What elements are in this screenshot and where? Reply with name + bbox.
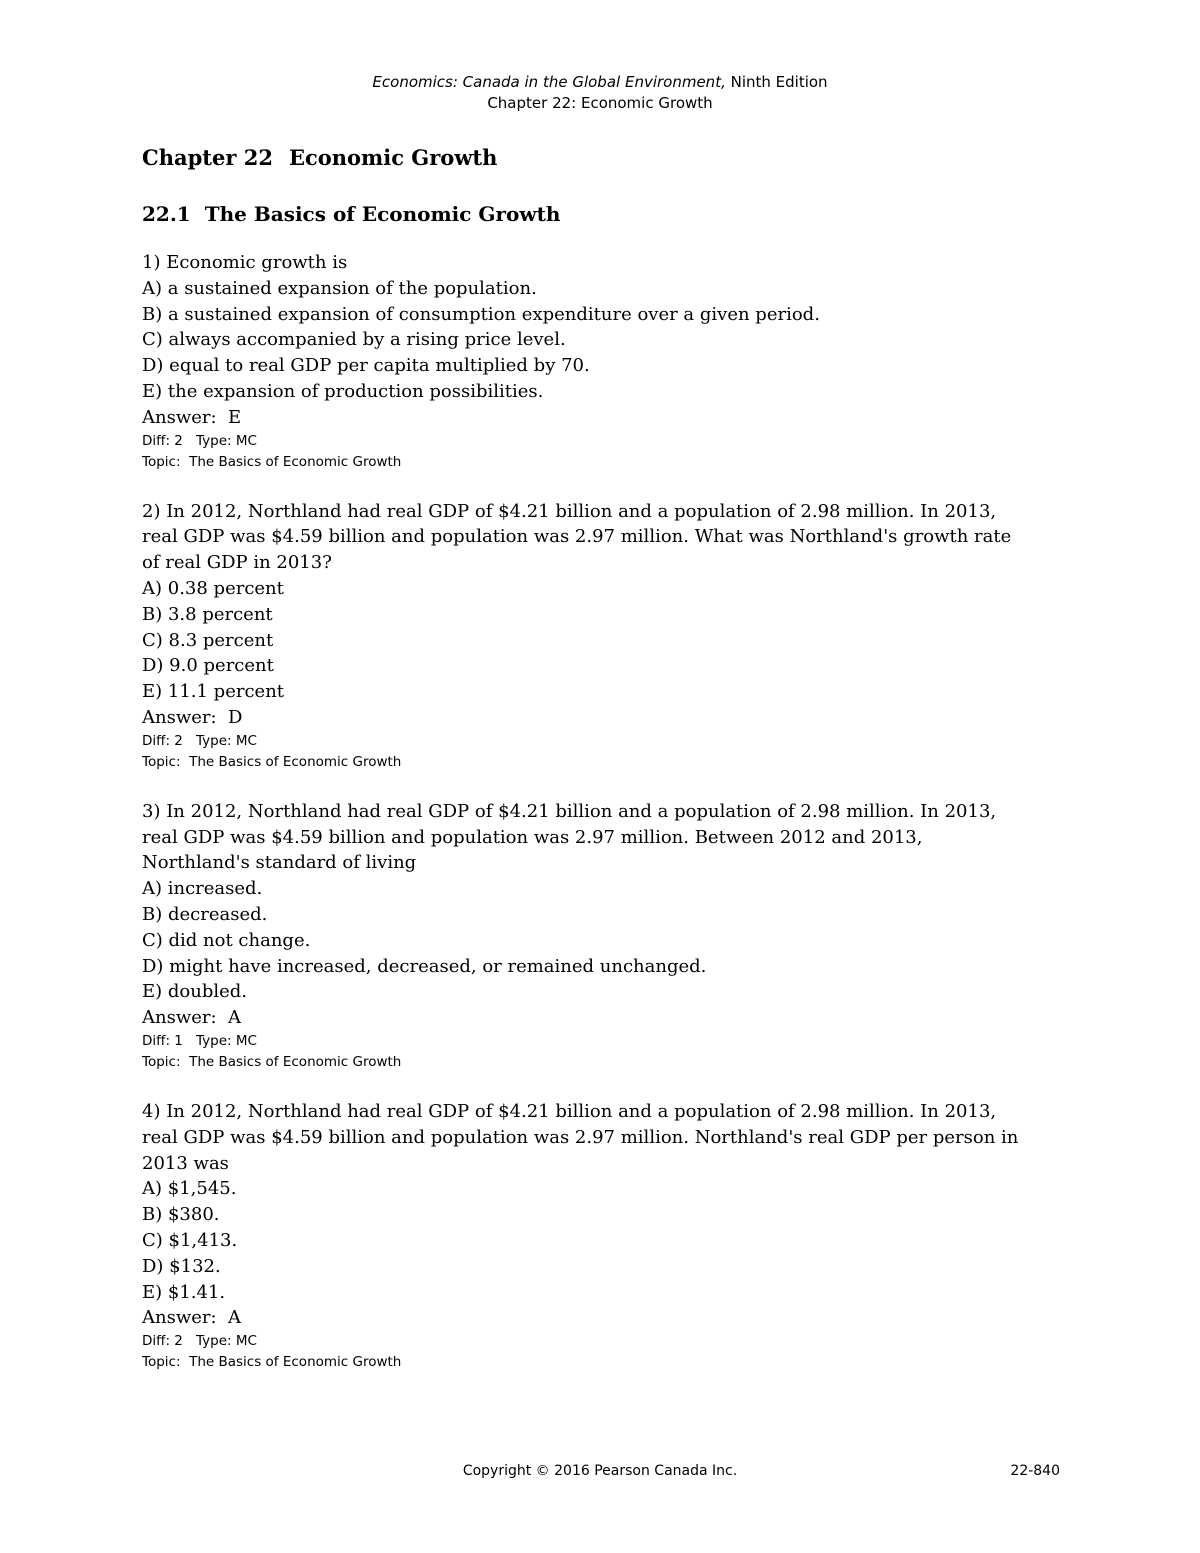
answer-key: Answer: E xyxy=(142,406,242,428)
answer-option: D) 9.0 percent xyxy=(142,655,274,677)
page-footer xyxy=(0,1463,1200,1485)
answer-key: Answer: D xyxy=(142,706,243,728)
question-stem-line: 3) In 2012, Northland had real GDP of $4.21 billion and a population of 2.98 million. In 2013, xyxy=(142,800,997,822)
page-number: 22-840 xyxy=(1010,1463,1060,1479)
difficulty-label: Diff: 2 xyxy=(142,732,183,749)
question-stem-line: Northland's standard of living xyxy=(142,852,417,874)
answer-option: B) a sustained expansion of consumption expenditure over a given period. xyxy=(142,303,820,325)
section-title xyxy=(142,198,1062,230)
question-type-label: Type: MC xyxy=(196,432,257,449)
answer-option: C) did not change. xyxy=(142,929,311,951)
header-chapter-line: Chapter 22: Economic Growth xyxy=(487,94,713,112)
section-name: The Basics of Economic Growth xyxy=(204,202,561,226)
question-topic: Topic: The Basics of Economic Growth xyxy=(142,453,402,470)
answer-option: A) a sustained expansion of the population. xyxy=(142,277,537,299)
question-list xyxy=(142,250,1062,1373)
question-item xyxy=(142,499,1062,773)
chapter-name: Economic Growth xyxy=(288,145,498,170)
question-type-label: Type: MC xyxy=(196,1032,257,1049)
question-stem-line: 4) In 2012, Northland had real GDP of $4.21 billion and a population of 2.98 million. In 2013, xyxy=(142,1100,997,1122)
answer-option: A) increased. xyxy=(142,878,263,900)
header-book-line xyxy=(0,72,1200,93)
question-topic: Topic: The Basics of Economic Growth xyxy=(142,753,402,770)
question-item xyxy=(142,1099,1062,1373)
question-topic: Topic: The Basics of Economic Growth xyxy=(142,1053,402,1070)
difficulty-label: Diff: 2 xyxy=(142,432,183,449)
answer-option: C) always accompanied by a rising price level. xyxy=(142,329,566,351)
section-number: 22.1 xyxy=(142,202,191,226)
answer-option: A) 0.38 percent xyxy=(142,577,284,599)
answer-option: A) $1,545. xyxy=(142,1178,237,1200)
answer-option: D) $132. xyxy=(142,1255,221,1277)
answer-option: B) 3.8 percent xyxy=(142,603,273,625)
copyright-notice: Copyright © 2016 Pearson Canada Inc. xyxy=(462,1463,738,1479)
answer-option: E) $1.41. xyxy=(142,1281,226,1303)
question-stem-line: 2013 was xyxy=(142,1152,229,1174)
question-stem-line: of real GDP in 2013? xyxy=(142,552,332,574)
question-type-label: Type: MC xyxy=(196,1333,257,1350)
answer-option: E) the expansion of production possibilities. xyxy=(142,380,544,402)
question-stem-line: real GDP was $4.59 billion and population was 2.97 million. What was Northland's growth rate xyxy=(142,526,1012,548)
chapter-title xyxy=(142,142,1062,174)
question-topic: Topic: The Basics of Economic Growth xyxy=(142,1354,402,1371)
question-type-label: Type: MC xyxy=(196,732,257,749)
answer-option: C) $1,413. xyxy=(142,1229,238,1251)
question-stem-line: real GDP was $4.59 billion and population was 2.97 million. Between 2012 and 2013, xyxy=(142,826,923,848)
answer-option: D) might have increased, decreased, or remained unchanged. xyxy=(142,955,707,977)
answer-option: D) equal to real GDP per capita multiplied by 70. xyxy=(142,355,590,377)
difficulty-label: Diff: 2 xyxy=(142,1333,183,1350)
answer-option: C) 8.3 percent xyxy=(142,629,274,651)
answer-option: B) $380. xyxy=(142,1204,220,1226)
question-difficulty-type xyxy=(142,431,1062,452)
question-item xyxy=(142,799,1062,1073)
answer-option: E) doubled. xyxy=(142,981,248,1003)
question-stem-line: 2) In 2012, Northland had real GDP of $4.21 billion and a population of 2.98 million. In 2013, xyxy=(142,500,997,522)
question-difficulty-type xyxy=(142,1331,1062,1352)
question-difficulty-type xyxy=(142,1031,1062,1052)
question-stem-line: real GDP was $4.59 billion and population was 2.97 million. Northland's real GDP per person in xyxy=(142,1126,1019,1148)
answer-key: Answer: A xyxy=(142,1007,241,1029)
answer-key: Answer: A xyxy=(142,1307,241,1329)
chapter-number: Chapter 22 xyxy=(142,145,273,170)
main-content xyxy=(142,142,1062,1399)
difficulty-label: Diff: 1 xyxy=(142,1032,183,1049)
question-difficulty-type xyxy=(142,731,1062,752)
answer-option: E) 11.1 percent xyxy=(142,681,285,703)
running-header xyxy=(0,72,1200,114)
question-stem-line: 1) Economic growth is xyxy=(142,252,348,273)
header-edition: Ninth Edition xyxy=(725,73,828,91)
question-item xyxy=(142,250,1062,473)
answer-option: B) decreased. xyxy=(142,903,268,925)
header-book-title: Economics: Canada in the Global Environment, xyxy=(372,73,726,91)
